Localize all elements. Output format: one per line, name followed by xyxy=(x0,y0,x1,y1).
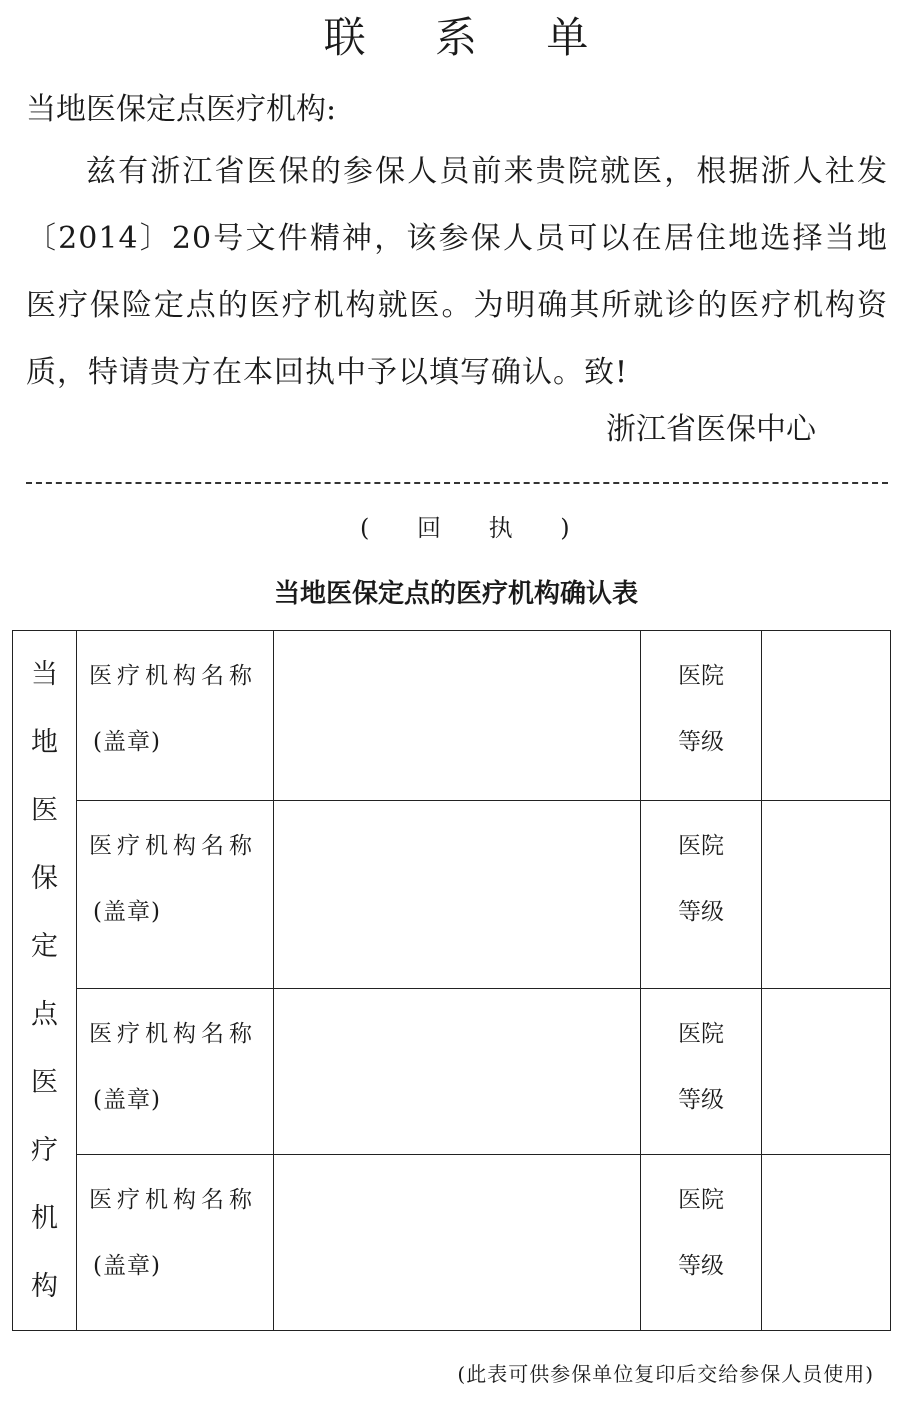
side-label-char: 构 xyxy=(31,1270,58,1302)
sender-signature: 浙江省医保中心 xyxy=(606,412,816,447)
institution-name-field[interactable] xyxy=(274,1155,641,1331)
hospital-grade-field[interactable] xyxy=(762,989,891,1155)
hospital-grade-field[interactable] xyxy=(762,631,891,801)
side-label-char: 地 xyxy=(31,726,58,758)
grade-label-line-1: 医院 xyxy=(678,833,724,859)
institution-name-field[interactable] xyxy=(274,801,641,989)
side-label-char: 医 xyxy=(31,1066,58,1098)
page-title: 联 系 单 xyxy=(323,13,617,62)
hospital-grade-label-cell xyxy=(641,801,762,989)
letter-body: 兹有浙江省医保的参保人员前来贵院就医，根据浙人社发〔2014〕20号文件精神，该参保人员可以在居住地选择当地医疗保险定点的医疗机构就医。为明确其所就诊的医疗机构资质，特请贵方在本回执中予以填写确认。致! xyxy=(26,154,888,390)
table-row xyxy=(13,1155,891,1331)
institution-name-label: 医疗机构名称 xyxy=(89,1021,257,1047)
side-label-char: 疗 xyxy=(31,1134,58,1166)
salutation: 当地医保定点医疗机构: xyxy=(26,92,337,127)
side-label-char: 医 xyxy=(31,794,58,826)
side-label-char: 保 xyxy=(31,862,58,894)
hospital-grade-label-cell xyxy=(641,1155,762,1331)
side-label-char: 机 xyxy=(31,1202,58,1234)
institution-name-field[interactable] xyxy=(274,989,641,1155)
institution-name-label-cell xyxy=(77,989,274,1155)
institution-name-label-cell xyxy=(77,1155,274,1331)
stamp-label: (盖章) xyxy=(93,899,161,925)
dashed-divider xyxy=(26,482,888,484)
table-row xyxy=(13,989,891,1155)
grade-label-line-1: 医院 xyxy=(678,1187,724,1213)
institution-name-label: 医疗机构名称 xyxy=(89,1187,257,1213)
grade-label-line-1: 医院 xyxy=(678,663,724,689)
confirmation-table xyxy=(12,630,891,1331)
stamp-label: (盖章) xyxy=(93,1253,161,1279)
side-label xyxy=(13,631,77,1331)
side-label-char: 定 xyxy=(31,930,58,962)
hospital-grade-field[interactable] xyxy=(762,1155,891,1331)
grade-label-line-2: 等级 xyxy=(678,1087,724,1113)
stamp-label: (盖章) xyxy=(93,1087,161,1113)
institution-name-label-cell xyxy=(77,801,274,989)
hospital-grade-label-cell xyxy=(641,989,762,1155)
institution-name-label: 医疗机构名称 xyxy=(89,663,257,689)
receipt-label: ( 回 执 ) xyxy=(360,514,576,542)
table-row xyxy=(13,631,891,801)
side-label-char: 当 xyxy=(31,658,58,690)
hospital-grade-field[interactable] xyxy=(762,801,891,989)
stamp-label: (盖章) xyxy=(93,729,161,755)
institution-name-label-cell xyxy=(77,631,274,801)
grade-label-line-2: 等级 xyxy=(678,1253,724,1279)
grade-label-line-1: 医院 xyxy=(678,1021,724,1047)
hospital-grade-label-cell xyxy=(641,631,762,801)
footnote: (此表可供参保单位复印后交给参保人员使用) xyxy=(457,1362,874,1386)
form-title: 当地医保定点的医疗机构确认表 xyxy=(273,579,638,609)
institution-name-label: 医疗机构名称 xyxy=(89,833,257,859)
institution-name-field[interactable] xyxy=(274,631,641,801)
grade-label-line-2: 等级 xyxy=(678,899,724,925)
grade-label-line-2: 等级 xyxy=(678,729,724,755)
table-row xyxy=(13,801,891,989)
side-label-char: 点 xyxy=(31,998,58,1030)
